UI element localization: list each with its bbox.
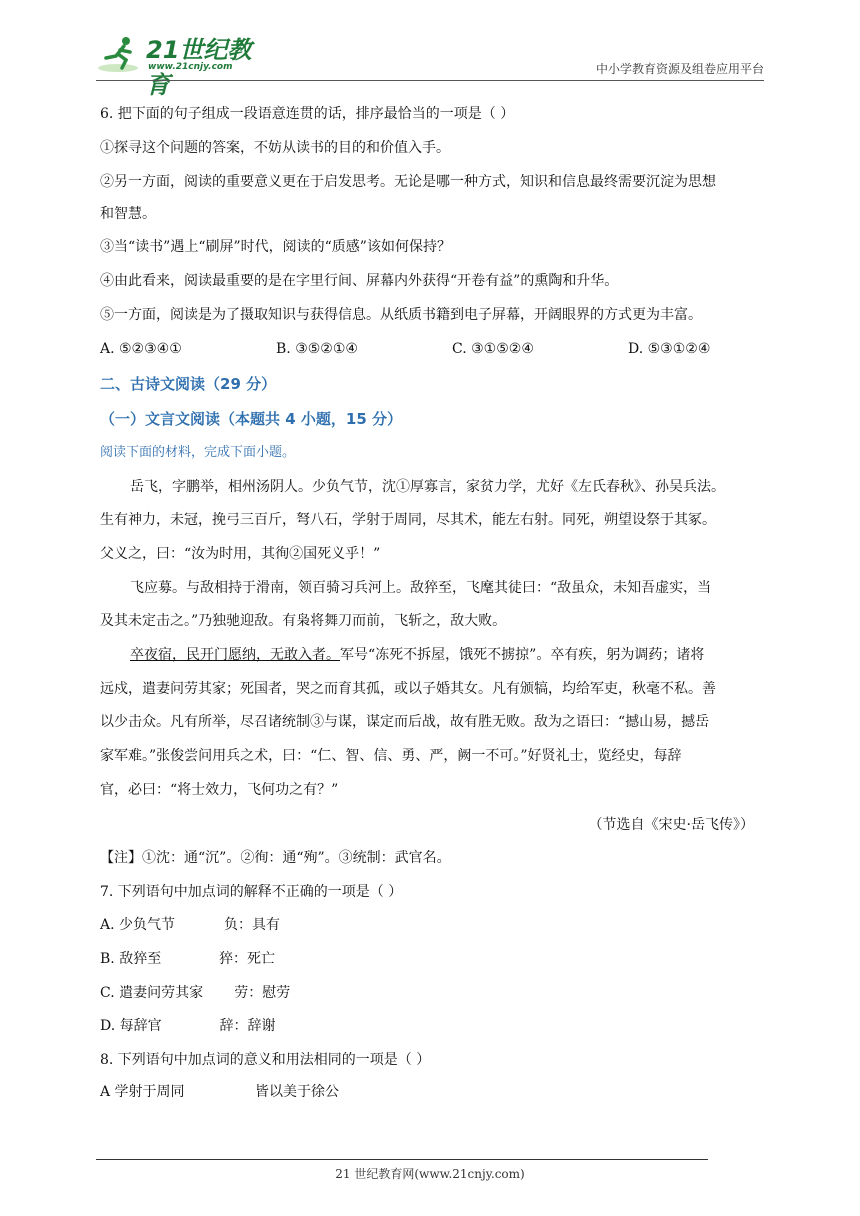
header-divider xyxy=(96,80,764,81)
logo xyxy=(96,30,266,99)
passage-p3-line5: 官，必曰：“将士效力，飞何功之有？” xyxy=(100,782,339,798)
q6-option-d: D. ⑤③①②④ xyxy=(628,341,711,357)
passage-p3-line2: 远戍，遣妻问劳其家；死国者，哭之而育其孤，或以子婚其女。凡有颁犒，均给军吏，秋毫不私。善 xyxy=(100,681,716,697)
q6-option-c: C. ③①⑤②④ xyxy=(452,341,534,357)
q6-stem: 6. 把下面的句子组成一段语意连贯的话，排序最恰当的一项是（ ） xyxy=(100,106,515,122)
passage-p3-line3: 以少击众。凡有所举，尽召诸统制③与谋，谋定而后战，故有胜无败。敌为之语曰：“撼山易，撼岳 xyxy=(100,714,710,730)
passage-p3-line4: 家军难。”张俊尝问用兵之术，曰：“仁、智、信、勇、严，阙一不可。”好贤礼士，览经史，每辞 xyxy=(100,748,682,764)
passage-p1-line3: 父义之，曰：“汝为时用，其徇②国死义乎！” xyxy=(100,546,381,562)
section-title: 二、古诗文阅读（29 分） xyxy=(100,375,277,393)
q7-option-b: B. 敌猝至 猝：死亡 xyxy=(100,951,276,967)
subsection-title: （一）文言文阅读（本题共 4 小题，15 分） xyxy=(100,410,402,428)
passage-p2-line2: 及其未定击之。”乃独驰迎敌。有枭将舞刀而前，飞斩之，敌大败。 xyxy=(100,613,507,629)
q7-stem: 7. 下列语句中加点词的解释不正确的一项是（ ） xyxy=(100,884,403,900)
underlined-sentence: 卒夜宿，民开门愿纳，无敢入者。 xyxy=(130,647,340,663)
page-header xyxy=(96,30,764,99)
q6-sentence-2b: 和智慧。 xyxy=(100,206,156,222)
q7-option-c: C. 遣妻问劳其家 劳：慰劳 xyxy=(100,985,291,1001)
q6-option-a: A. ⑤②③④① xyxy=(100,341,182,357)
passage-note: 【注】①沈：通“沉”。②徇：通“殉”。③统制：武官名。 xyxy=(100,850,451,866)
logo-text: 21世纪教育 xyxy=(146,36,252,99)
q8-option-a-left: A 学射于周同 xyxy=(100,1084,185,1100)
q6-sentence-4: ④由此看来，阅读最重要的是在字里行间、屏幕内外获得“开卷有益”的熏陶和升华。 xyxy=(100,273,619,289)
passage-p2-line1: 飞应募。与敌相持于滑南，领百骑习兵河上。敌猝至，飞麾其徒曰：“敌虽众，未知吾虚实，当 xyxy=(130,580,712,596)
q7-option-d: D. 每辞官 辞：辞谢 xyxy=(100,1018,276,1034)
passage-p1-line2: 生有神力，未冠，挽弓三百斤，弩八石，学射于周同，尽其术，能左右射。同死，朔望设祭于其冢。 xyxy=(100,512,716,528)
q6-sentence-2a: ②另一方面，阅读的重要意义更在于启发思考。无论是哪一种方式，知识和信息最终需要沉淀为思想 xyxy=(100,174,716,190)
q7-option-a: A. 少负气节 负：具有 xyxy=(100,917,280,933)
logo-url: www.21cnjy.com xyxy=(148,62,233,72)
reading-instruction: 阅读下面的材料，完成下面小题。 xyxy=(100,445,296,460)
q6-sentence-3: ③当“读书”遇上“刷屏”时代，阅读的“质感”该如何保持？ xyxy=(100,239,451,255)
q6-option-b: B. ③⑤②①④ xyxy=(276,341,358,357)
q6-sentence-5: ⑤一方面，阅读是为了摄取知识与获得信息。从纸质书籍到电子屏幕，开阔眼界的方式更为丰富。 xyxy=(100,307,702,323)
q8-option-a-right: 皆以美于徐公 xyxy=(255,1084,339,1100)
passage-p3-line1-rest: 军号“冻死不拆屋，饿死不掳掠”。卒有疾，躬为调药；诸将 xyxy=(340,647,705,663)
platform-name: 中小学教育资源及组卷应用平台 xyxy=(595,62,764,76)
passage-p3-line1 xyxy=(130,645,704,665)
passage-p1-line1: 岳飞，字鹏举，相州汤阴人。少负气节，沈①厚寡言，家贫力学，尤好《左氏春秋》、孙吴兵法。 xyxy=(130,479,725,495)
q6-options xyxy=(100,339,804,359)
passage-source: （节选自《宋史·岳飞传》） xyxy=(588,817,754,833)
footer-divider xyxy=(96,1159,708,1160)
runner-logo-icon xyxy=(96,34,144,74)
q8-stem: 8. 下列语句中加点词的意义和用法相同的一项是（ ） xyxy=(100,1052,431,1068)
q6-sentence-1: ①探寻这个问题的答案，不妨从读书的目的和价值入手。 xyxy=(100,140,450,156)
page-footer: 21 世纪教育网(www.21cnjy.com) xyxy=(335,1167,525,1181)
